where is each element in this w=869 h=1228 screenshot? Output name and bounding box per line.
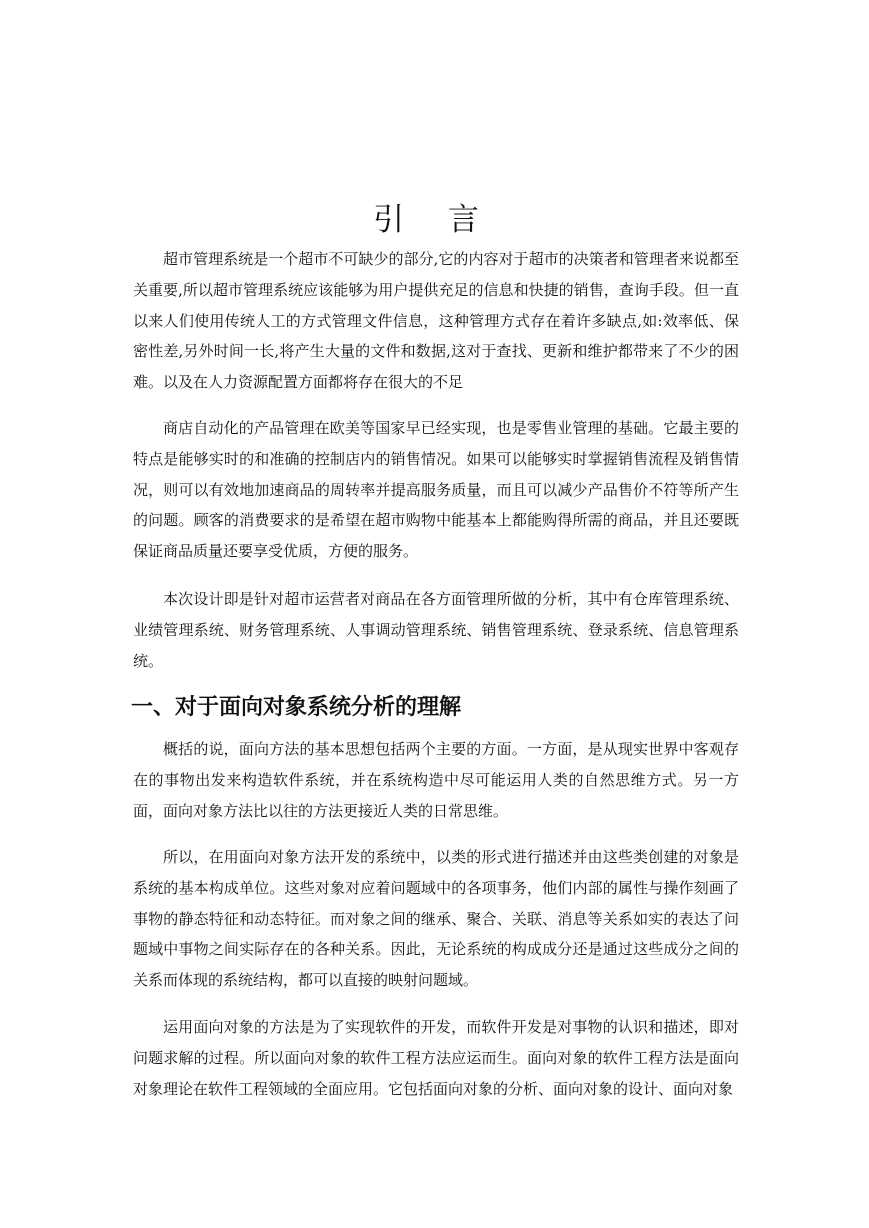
section1-paragraph-1: 概括的说，面向方法的基本思想包括两个主要的方面。一方面，是从现实世界中客观存在的事物出发来构造软件系统，并在系统构造中尽可能运用人类的自然思维方式。另一方面，面向对象方法比以往的方法更接近人类的日常思维。 (133, 740, 739, 820)
intro-paragraph-3: 本次设计即是针对超市运营者对商品在各方面管理所做的分析，其中有仓库管理系统、业绩管理系统、财务管理系统、人事调动管理系统、销售管理系统、登录系统、信息管理系统。 (133, 590, 739, 670)
section1-paragraph-3: 运用面向对象的方法是为了实现软件的开发，而软件开发是对事物的认识和描述，即对问题求解的过程。所以面向对象的软件工程方法应运而生。面向对象的软件工程方法是面向对象理论在软件工程领域的全面应用。它包括面向对象的分析、面向对象的设计、面向对象 (133, 1018, 739, 1098)
section-heading-1: 一、对于面向对象系统分析的理解 (131, 695, 462, 720)
intro-paragraph-2: 商店自动化的产品管理在欧美等国家早已经实现，也是零售业管理的基础。它最主要的特点是能够实时的和准确的控制店内的销售情况。如果可以能够实时掌握销售流程及销售情况，则可以有效地加速商品的周转率并提高服务质量，而且可以减少产品售价不符等所产生的问题。顾客的消费要求的是希望在超市购物中能基本上都能购得所需的商品，并且还要既保证商品质量还要享受优质，方便的服务。 (133, 419, 739, 561)
intro-paragraph-1: 超市管理系统是一个超市不可缺少的部分,它的内容对于超市的决策者和管理者来说都至关重要,所以超市管理系统应该能够为用户提供充足的信息和快捷的销售，查询手段。但一直以来人们使用传统人工的方式管理文件信息，这种管理方式存在着许多缺点,如:效率低、保密性差,另外时间一长,将产生大量的文件和数据,这对于查找、更新和维护都带来了不少的困难。以及在人力资源配置方面都将存在很大的不足 (133, 250, 739, 392)
page-title: 引 言 (373, 202, 496, 238)
section1-paragraph-2: 所以，在用面向对象方法开发的系统中，以类的形式进行描述并由这些类创建的对象是系统的基本构成单位。这些对象对应着问题域中的各项事务，他们内部的属性与操作刻画了事物的静态特征和动态特征。而对象之间的继承、聚合、关联、消息等关系如实的表达了问题域中事物之间实际存在的各种关系。因此，无论系统的构成成分还是通过这些成分之间的关系而体现的系统结构，都可以直接的映射问题域。 (133, 848, 739, 990)
